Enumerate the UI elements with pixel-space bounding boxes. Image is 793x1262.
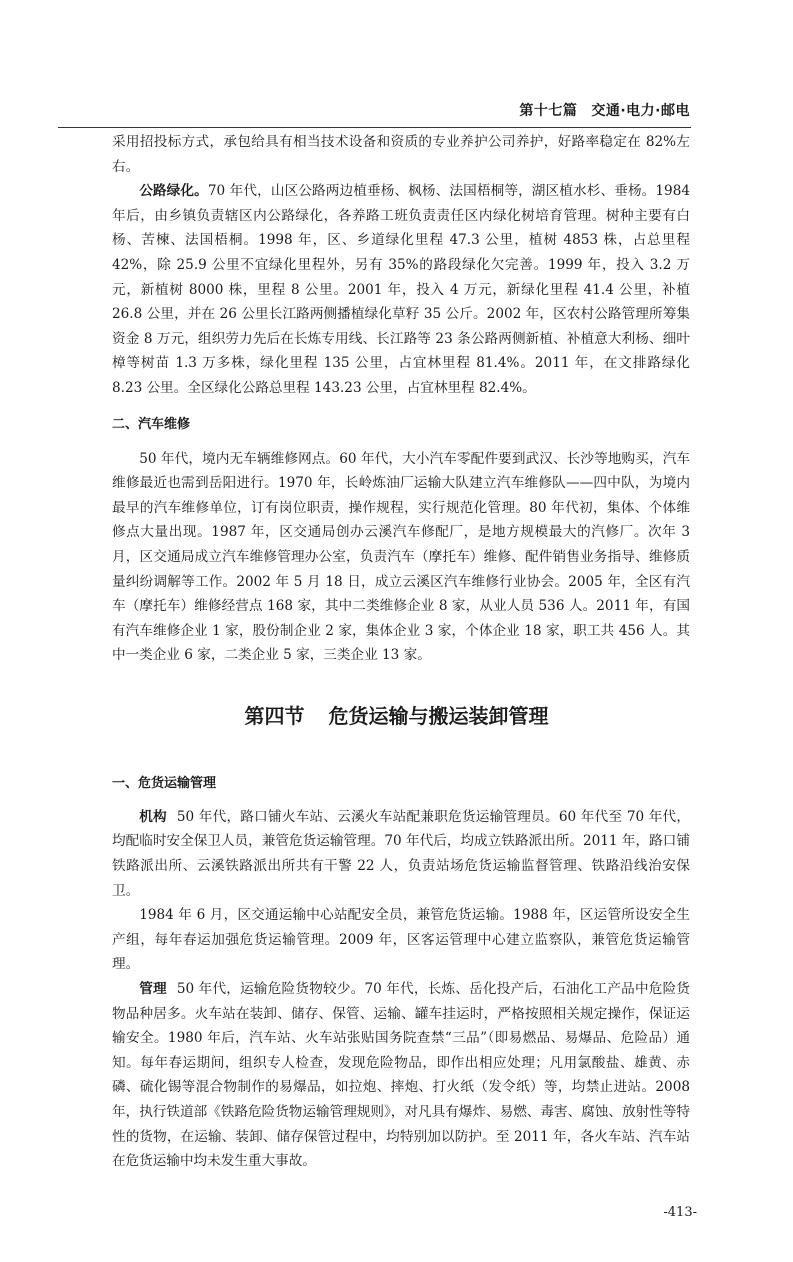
- paragraph-management: [112, 977, 690, 1174]
- section-heading: 二、汽车维修: [112, 416, 191, 432]
- section-heading: 一、危货运输管理: [112, 775, 217, 791]
- paragraph-text: 50 年代，运输危险货物较少。70 年代，长炼、岳化投产后，石油化工产品中危险货物品种居多。火车站在装卸、储存、保管、运输、罐车挂运时，严格按照相关规定操作，保证运输安全。1980 年后，汽车站、火车站张贴国务院查禁“三品”（即易燃品、易爆品、危险品）通知。每年春运期间，组织专人检查，发现危险物品，即作出相应处理；凡用氯酸盐、雄黄、赤磷、硫化锡等混合物制作的易爆品，如拉炮、摔炮、打火纸（发令纸）等，均禁止进站。2008 年，执行铁道部《铁路危险货物运输管理规则》，对凡具有爆炸、易燃、毒害、腐蚀、放射性等特性的货物，在运输、装卸、储存保管过程中，均特别加以防护。至 2011 年，各火车站、汽车站在危货运输中均未发生重大事故。: [112, 981, 690, 1170]
- paragraph-keyword: 公路绿化。: [139, 183, 208, 200]
- header-rule: [58, 127, 691, 128]
- running-header: [112, 101, 690, 121]
- paragraph: 50 年代，境内无车辆维修网点。60 年代，大小汽车零配件要到武汉、长沙等地购买，汽车维修最近也需到岳阳进行。1970 年，长岭炼油厂运输大队建立汽车维修队——四中队，为境内最早的汽车维修单位，订有岗位职责，操作规程，实行规范化管理。80 年代初，集体、个体维修点大量出现。1987 年，区交通局创办云溪汽车修配厂，是地方规模最大的汽修厂。次年 3 月，区交通局成立汽车维修管理办公室，负责汽车（摩托车）维修、配件销售业务指导、维修质量纠纷调解等工作。2002 年 5 月 18 日，成立云溪区汽车维修行业协会。2005 年，全区有汽车（摩托车）维修经营点 168 家，其中二类维修企业 8 家，从业人员 536 人。2011 年，有国有汽车维修企业 1 家，股份制企业 2 家，集体企业 3 家，个体企业 18 家，职工共 456 人。其中一类企业 6 家，二类企业 5 家，三类企业 13 家。: [112, 450, 690, 664]
- chapter-number: 第四节: [244, 703, 305, 728]
- page-number: -413-: [663, 1204, 697, 1220]
- paragraph: 1984 年 6 月，区交通运输中心站配安全员，兼管危货运输。1988 年，区运管所设安全生产组，每年春运加强危货运输管理。2009 年，区客运管理中心建立监察队，兼管危货运输管理。: [112, 907, 690, 973]
- header-title: 交通·电力·邮电: [591, 103, 690, 119]
- paragraph-text: 50 年代，路口铺火车站、云溪火车站配兼职危货运输管理员。60 年代至 70 年代，均配临时安全保卫人员，兼管危货运输管理。70 年代后，均成立铁路派出所。2011 年，路口铺铁路派出所、云溪铁路派出所共有干警 22 人，负责站场危货运输监督管理、铁路沿线治安保卫。: [112, 808, 690, 899]
- paragraph-keyword: 机构: [139, 808, 167, 825]
- chapter-title: [0, 702, 793, 730]
- header-part: 第十七篇: [519, 103, 578, 119]
- paragraph-greening: [112, 179, 690, 400]
- paragraph-organization: [112, 805, 690, 903]
- chapter-name: 危货运输与搬运装卸管理: [328, 703, 549, 728]
- paragraph: 采用招投标方式，承包给具有相当技术设备和资质的专业养护公司养护，好路率稳定在 82%左右。: [112, 134, 690, 175]
- section-hazmat: [112, 805, 690, 1174]
- section-road-maintenance: [112, 130, 690, 401]
- section-vehicle-repair: [112, 447, 690, 668]
- paragraph-keyword: 管理: [139, 981, 167, 998]
- paragraph-text: 70 年代，山区公路两边植垂杨、枫杨、法国梧桐等，湖区植水杉、垂杨。1984 年后，由乡镇负责辖区内公路绿化，各养路工班负责责任区内绿化树培育管理。树种主要有白杨、苦楝、法国梧桐。1998 年，区、乡道绿化里程 47.3 公里，植树 4853 株，占总里程 42%，除 25.9 公里不宜绿化里程外，另有 35%的路段绿化欠完善。1999 年，投入 3.2 万元，新植树 8000 株，里程 8 公里。2001 年，投入 4 万元，新绿化里程 41.4 公里，补植 26.8 公里，并在 26 公里长江路两侧播植绿化草籽 35 公斤。2002 年，区农村公路管理所筹集资金 8 万元，组织劳力先后在长炼专用线、长江路等 23 条公路两侧新植、补植意大利杨、细叶樟等树苗 1.3 万多株，绿化里程 135 公里，占宜林里程 81.4%。2011 年，在文排路绿化 8.23 公里。全区绿化公路总里程 143.23 公里，占宜林里程 82.4%。: [112, 183, 691, 396]
